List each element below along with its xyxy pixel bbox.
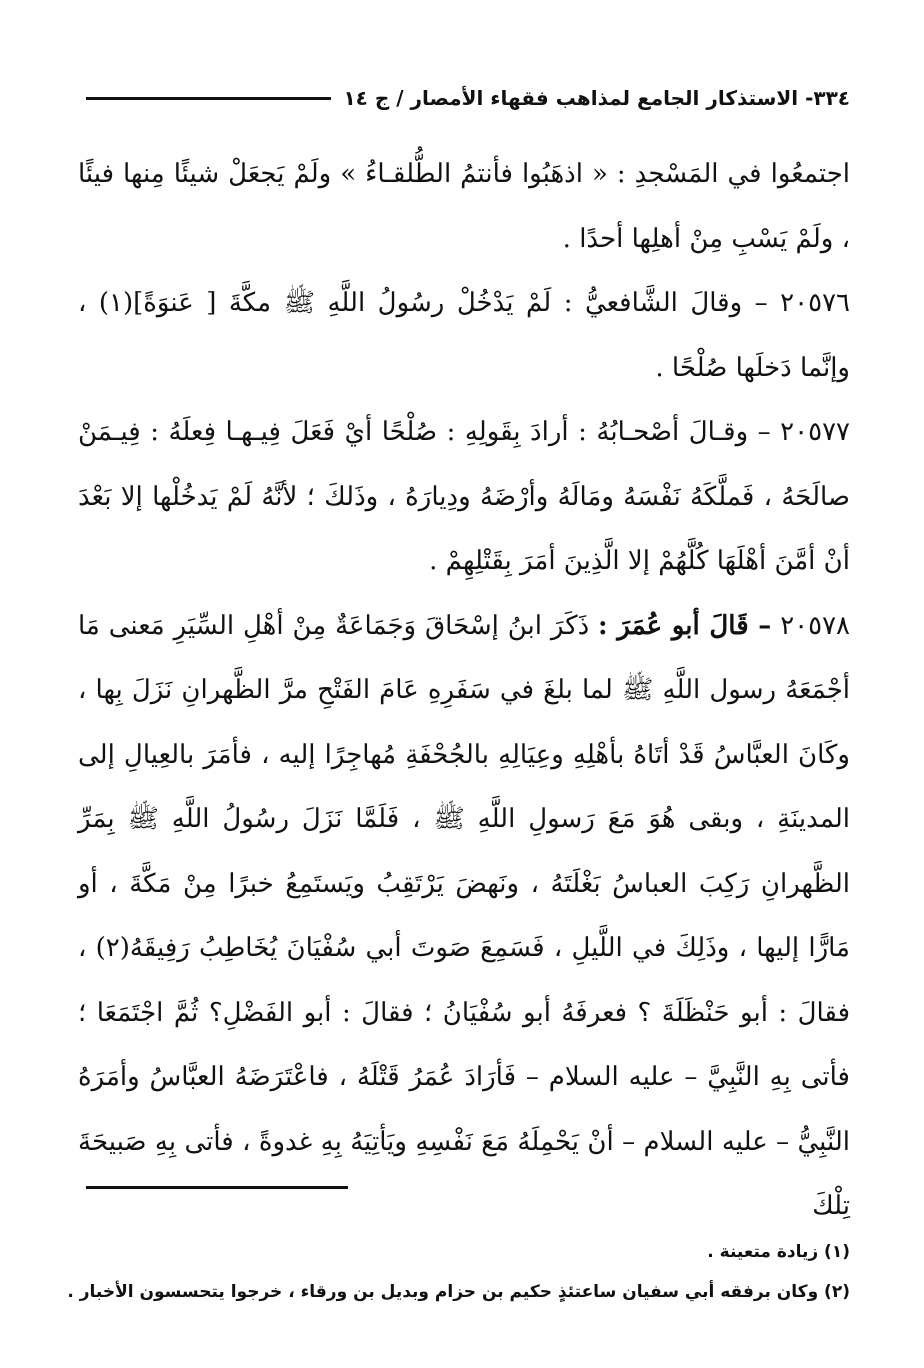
paragraph <box>78 271 850 400</box>
paragraph <box>78 400 850 594</box>
paragraph <box>78 594 850 1239</box>
paragraph-number: ٢٠٥٧٦ <box>780 288 850 318</box>
paragraph-number: ٢٠٥٧٧ <box>780 417 850 447</box>
footnote: (١) زيادة متعينة . <box>707 1242 850 1262</box>
paragraph-text: – وقـالَ أصْحـابُهُ : أرادَ بِقَولِهِ : صُلْحًا أيْ فَعَلَ فِيـهـا فِعلَهُ : فِيـمَنْ صالَحَهُ ، فَملَّكَهُ نَفْسَهُ ومَالَهُ وأرْضَهُ ودِيارَهُ ، وذَلكَ ؛ لأنَّهُ لَمْ يَدخُلْها إلا بَعْدَ أنْ أمَّنَ أهْلَهَا كُلَّهُمْ إلا الَّذِينَ أمَرَ بِقَتْلِهِمْ . <box>78 417 850 576</box>
paragraph-text: ذَكَرَ ابنُ إسْحَاقَ وَجَمَاعَةٌ مِنْ أهْلِ السِّيَرِ مَعنى مَا أجْمَعَهُ رسول اللَّهِ ﷺ لما بلغَ في سَفَرِهِ عَامَ الفَتْحِ مرَّ الظَّهرانِ نَزَلَ بِها ، وكَانَ العبَّاسُ قَدْ أتَاهُ بأهْلِهِ وعِيَالِهِ بالجُحْفَةِ مُهاجِرًا إليه ، فأمَرَ بالعِيالِ إلى المدينَةِ ، وبقى هُوَ مَعَ رَسولِ اللَّهِ ﷺ ، فَلَمَّا نَزَلَ رسُولُ اللَّهِ ﷺ بِمَرِّ الظَّهرانِ رَكِبَ العباسُ بَغْلَتَهُ ، ونَهضَ يَرْتَقِبُ ويَستَمِعُ خبرًا مِنْ مَكَّةَ ، أو مَارًّا إليها ، وذَلِكَ في اللَّيلِ ، فَسَمِعَ صَوتَ أبي سُفْيَانَ يُخَاطِبُ رَفِيقَهُ(٢) ، فقالَ : أبو حَنْظَلَةَ ؟ فعرفَهُ أبو سُفْيَانُ ؛ فقالَ : أبو الفَضْلِ؟ ثُمَّ اجْتَمَعَا ؛ فأتى بِهِ النَّبِيَّ – عليه السلام – فَأرَادَ عُمَرُ قَتْلَهُ ، فاعْتَرَضَهُ العبَّاسُ وأمَرَهُ النَّبِيُّ – عليه السلام – أنْ يَحْمِلَهُ مَعَ نَفْسِهِ ويَأتِيَهُ بِهِ غدوةً ، فأتى بِهِ صَبيحَةَ تِلْكَ <box>78 610 850 1221</box>
header-title: ٣٣٤- الاستذكار الجامع لمذاهب فقهاء الأمصار / ج ١٤ <box>343 86 850 110</box>
paragraph-number: ٢٠٥٧٨ <box>780 610 851 641</box>
speaker-attribution: – قَالَ أبو عُمَرَ : <box>598 610 772 641</box>
paragraph-text: اجتمعُوا في المَسْجدِ : « اذهَبُوا فأنتمُ الطُّلقـاءُ » ولَمْ يَجعَلْ شيئًا مِنها فيئًا ، ولَمْ يَسْبِ مِنْ أهلِها أحدًا . <box>78 159 850 254</box>
running-header <box>86 78 850 118</box>
footnote-separator <box>86 1186 348 1189</box>
paragraph-text: – وقالَ الشَّافعيُّ : لَمْ يَدْخُلْ رسُولُ اللَّهِ ﷺ مكَّةَ [ عَنوَةً](١) ، وإنَّما دَخلَها صُلْحًا . <box>78 288 850 383</box>
footnotes <box>67 1232 850 1312</box>
paragraph <box>78 142 850 271</box>
header-rule <box>86 97 331 100</box>
main-text <box>78 142 850 1239</box>
footnote: (٢) وكان برفقه أبي سفيان ساعتئذٍ حكيم بن حزام وبديل بن ورقاء ، خرجوا يتحسسون الأخبار . <box>67 1282 850 1302</box>
